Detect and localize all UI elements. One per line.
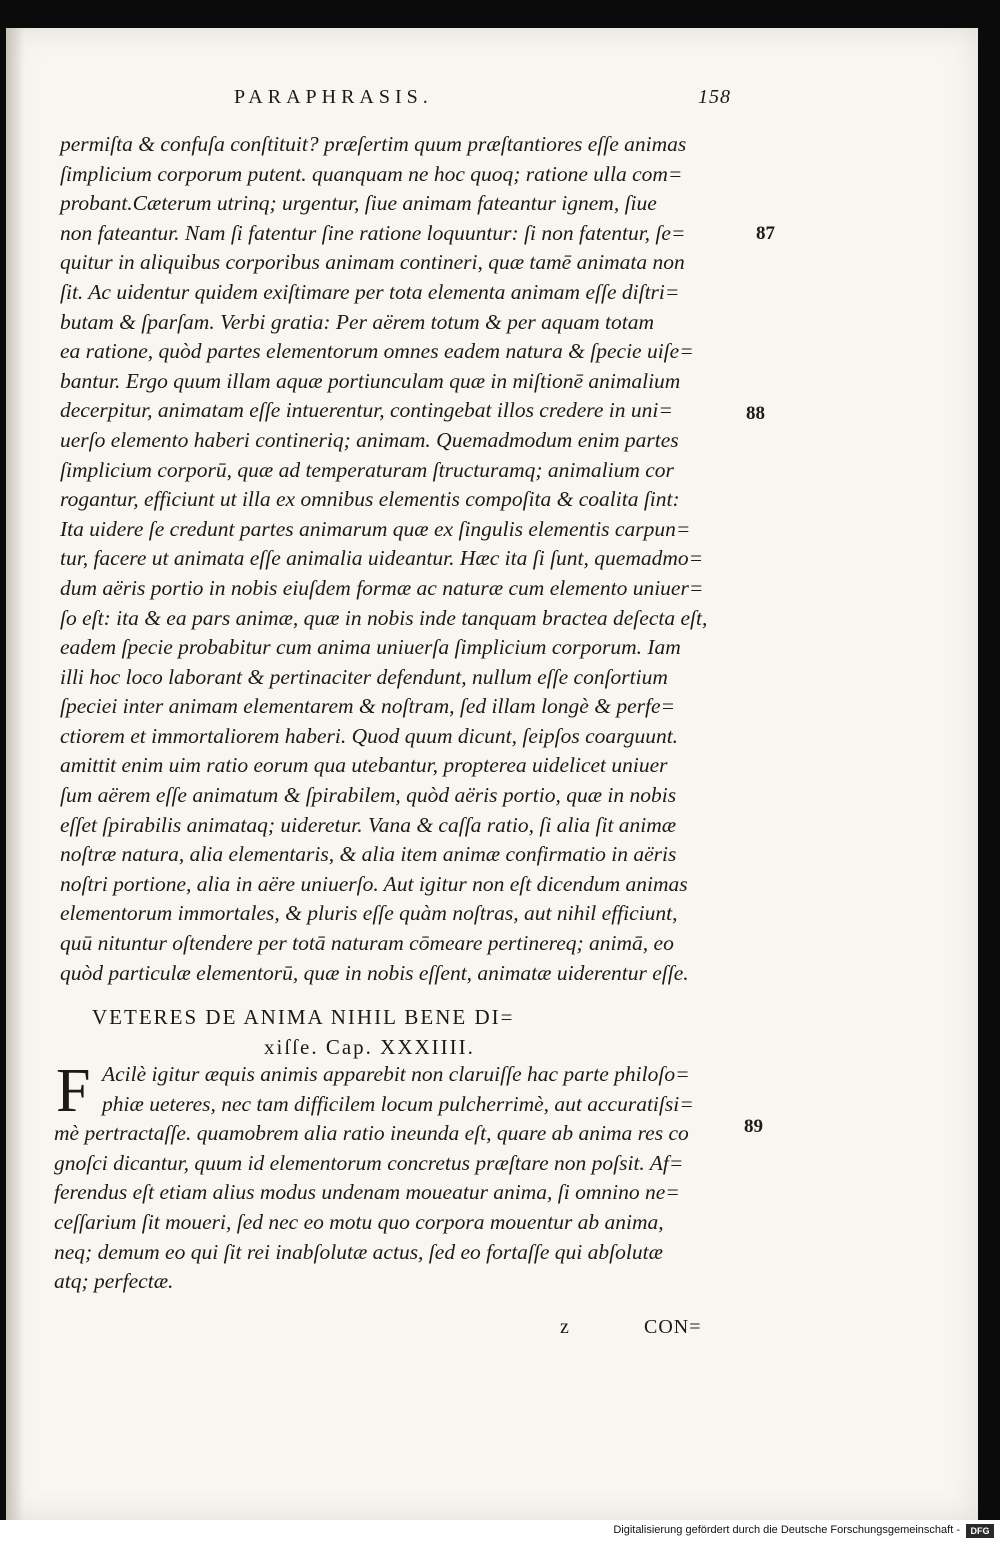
page-number: 158: [698, 86, 731, 108]
text-line: ſimplicium corporum putent. quanquam ne hoc quoq; ratione ulla com=: [60, 161, 683, 186]
chapter-heading: [92, 1002, 772, 1062]
text-line: quū nituntur oſtendere per totā naturam cōmeare pertinereq; animā, eo: [60, 931, 674, 956]
chapter-heading-line-2: xiſſe. Cap. XXXIIII.: [264, 1035, 475, 1059]
margin-note: 89: [744, 1116, 763, 1137]
text-line: decerpitur, animatam eſſe intuerentur, contingebat illos credere in uni=: [60, 398, 673, 423]
text-line: mè pertractaſſe. quamobrem alia ratio ineunda eſt, quare ab anima res co: [54, 1121, 689, 1146]
text-line: ſum aërem eſſe animatum & ſpirabilem, quòd aëris portio, quæ in nobis: [60, 783, 677, 808]
text-line: ferendus eſt etiam alius modus undenam moueatur anima, ſi omnino ne=: [54, 1180, 680, 1205]
text-line: phiæ ueteres, nec tam difficilem locum pulcherrimè, aut accuratiſsi=: [102, 1091, 694, 1116]
signature-mark: z: [560, 1316, 569, 1338]
dfg-logo-icon: DFG: [966, 1524, 994, 1538]
text-line: ſpeciei inter animam elementarem & noſtram, ſed illam longè & perfe=: [60, 694, 675, 719]
text-line: ceſſarium ſit moueri, ſed nec eo motu quo corpora mouentur ab anima,: [54, 1209, 664, 1234]
text-line: quòd particulæ elementorū, quæ in nobis eſſent, animatæ uiderentur eſſe.: [60, 960, 689, 985]
text-line: rogantur, efficiunt ut illa ex omnibus elementis compoſita & coalita ſint:: [60, 487, 680, 512]
page-gutter-shadow: [6, 28, 24, 1520]
text-line: elementorum immortales, & pluris eſſe quàm noſtras, aut nihil efficiunt,: [60, 901, 678, 926]
text-line: permiſta & confuſa conſtituit? præſertim quum præſtantiores eſſe animas: [60, 132, 687, 156]
text-line: ſo eſt: ita & ea pars animæ, quæ in nobis inde tanquam bractea deſecta eſt,: [60, 605, 708, 630]
drop-cap-initial: F: [56, 1057, 91, 1125]
text-line: eſſet ſpirabilis animataq; uideretur. Vana & caſſa ratio, ſi alia ſit animæ: [60, 812, 677, 837]
text-line: amittit enim uim ratio eorum qua utebantur, propterea uidelicet uniuer: [60, 753, 668, 778]
text-line: ſimplicium corporū, quæ ad temperaturam ſtructuramq; animalium cor: [60, 457, 674, 482]
text-line: neq; demum eo qui ſit rei inabſolutæ actus, ſed eo fortaſſe qui abſolutæ: [54, 1239, 663, 1264]
text-line: illi hoc loco laborant & pertinaciter defendunt, nullum eſſe conſortium: [60, 664, 668, 689]
text-line: ctiorem et immortaliorem haberi. Quod quum dicunt, ſeipſos coarguunt.: [60, 723, 679, 748]
margin-note: 87: [756, 223, 775, 244]
text-line: uerſo elemento haberi contineriq; animam. Quemadmodum enim partes: [60, 427, 679, 452]
catchword: CON=: [644, 1316, 702, 1338]
text-line: noſtræ natura, alia elementaris, & alia item animæ confirmatio in aëris: [60, 842, 677, 867]
text-line: non fateantur. Nam ſi fatentur ſine ratione loquuntur: ſi non fatentur, ſe=: [60, 220, 686, 245]
text-line: bantur. Ergo quum illam aquæ portiunculam quæ in miſtionē animalium: [60, 368, 681, 393]
text-line: butam & ſparſam. Verbi gratia: Per aërem totum & per aquam totam: [60, 309, 655, 334]
text-line: tur, facere ut animata eſſe animalia uideantur. Hæc ita ſi ſunt, quemadmo=: [60, 546, 704, 571]
chapter-text: [54, 1057, 744, 1297]
running-title: PARAPHRASIS.: [234, 86, 433, 108]
text-line: probant.Cæterum utrinq; urgentur, ſiue animam fateantur ignem, ſiue: [60, 191, 657, 216]
digitization-footer: [0, 1520, 1000, 1544]
text-line: noſtri portione, alia in aëre uniuerſo. Aut igitur non eſt dicendum animas: [60, 871, 688, 896]
text-line: dum aëris portio in nobis eiuſdem formæ ac naturæ cum elemento uniuer=: [60, 575, 704, 600]
text-line: atq; perfectæ.: [54, 1269, 174, 1294]
text-line: Ita uidere ſe credunt partes animarum quæ ex ſingulis elementis carpun=: [60, 516, 691, 541]
text-line: ſit. Ac uidentur quidem exiſtimare per tota elementa animam eſſe diſtri=: [60, 279, 680, 304]
text-line: eadem ſpecie probabitur cum anima uniuerſa ſimplicium corporum. Iam: [60, 635, 681, 660]
text-line: quitur in aliquibus corporibus animam contineri, quæ tamē animata non: [60, 250, 685, 275]
footer-credit: Digitalisierung gefördert durch die Deutsche Forschungsgemeinschaft -: [613, 1524, 960, 1536]
text-line: ea ratione, quòd partes elementorum omnes eadem natura & ſpecie uiſe=: [60, 339, 694, 364]
text-line: Acilè igitur æquis animis apparebit non claruiſſe hac parte philoſo=: [102, 1062, 690, 1086]
text-line: gnoſci dicantur, quum id elementorum concretus præſtare non poſsit. Af=: [54, 1150, 684, 1175]
body-text: [60, 130, 750, 988]
chapter-heading-line-1: VETERES DE ANIMA NIHIL BENE DI=: [92, 1005, 515, 1029]
margin-note: 88: [746, 403, 765, 424]
